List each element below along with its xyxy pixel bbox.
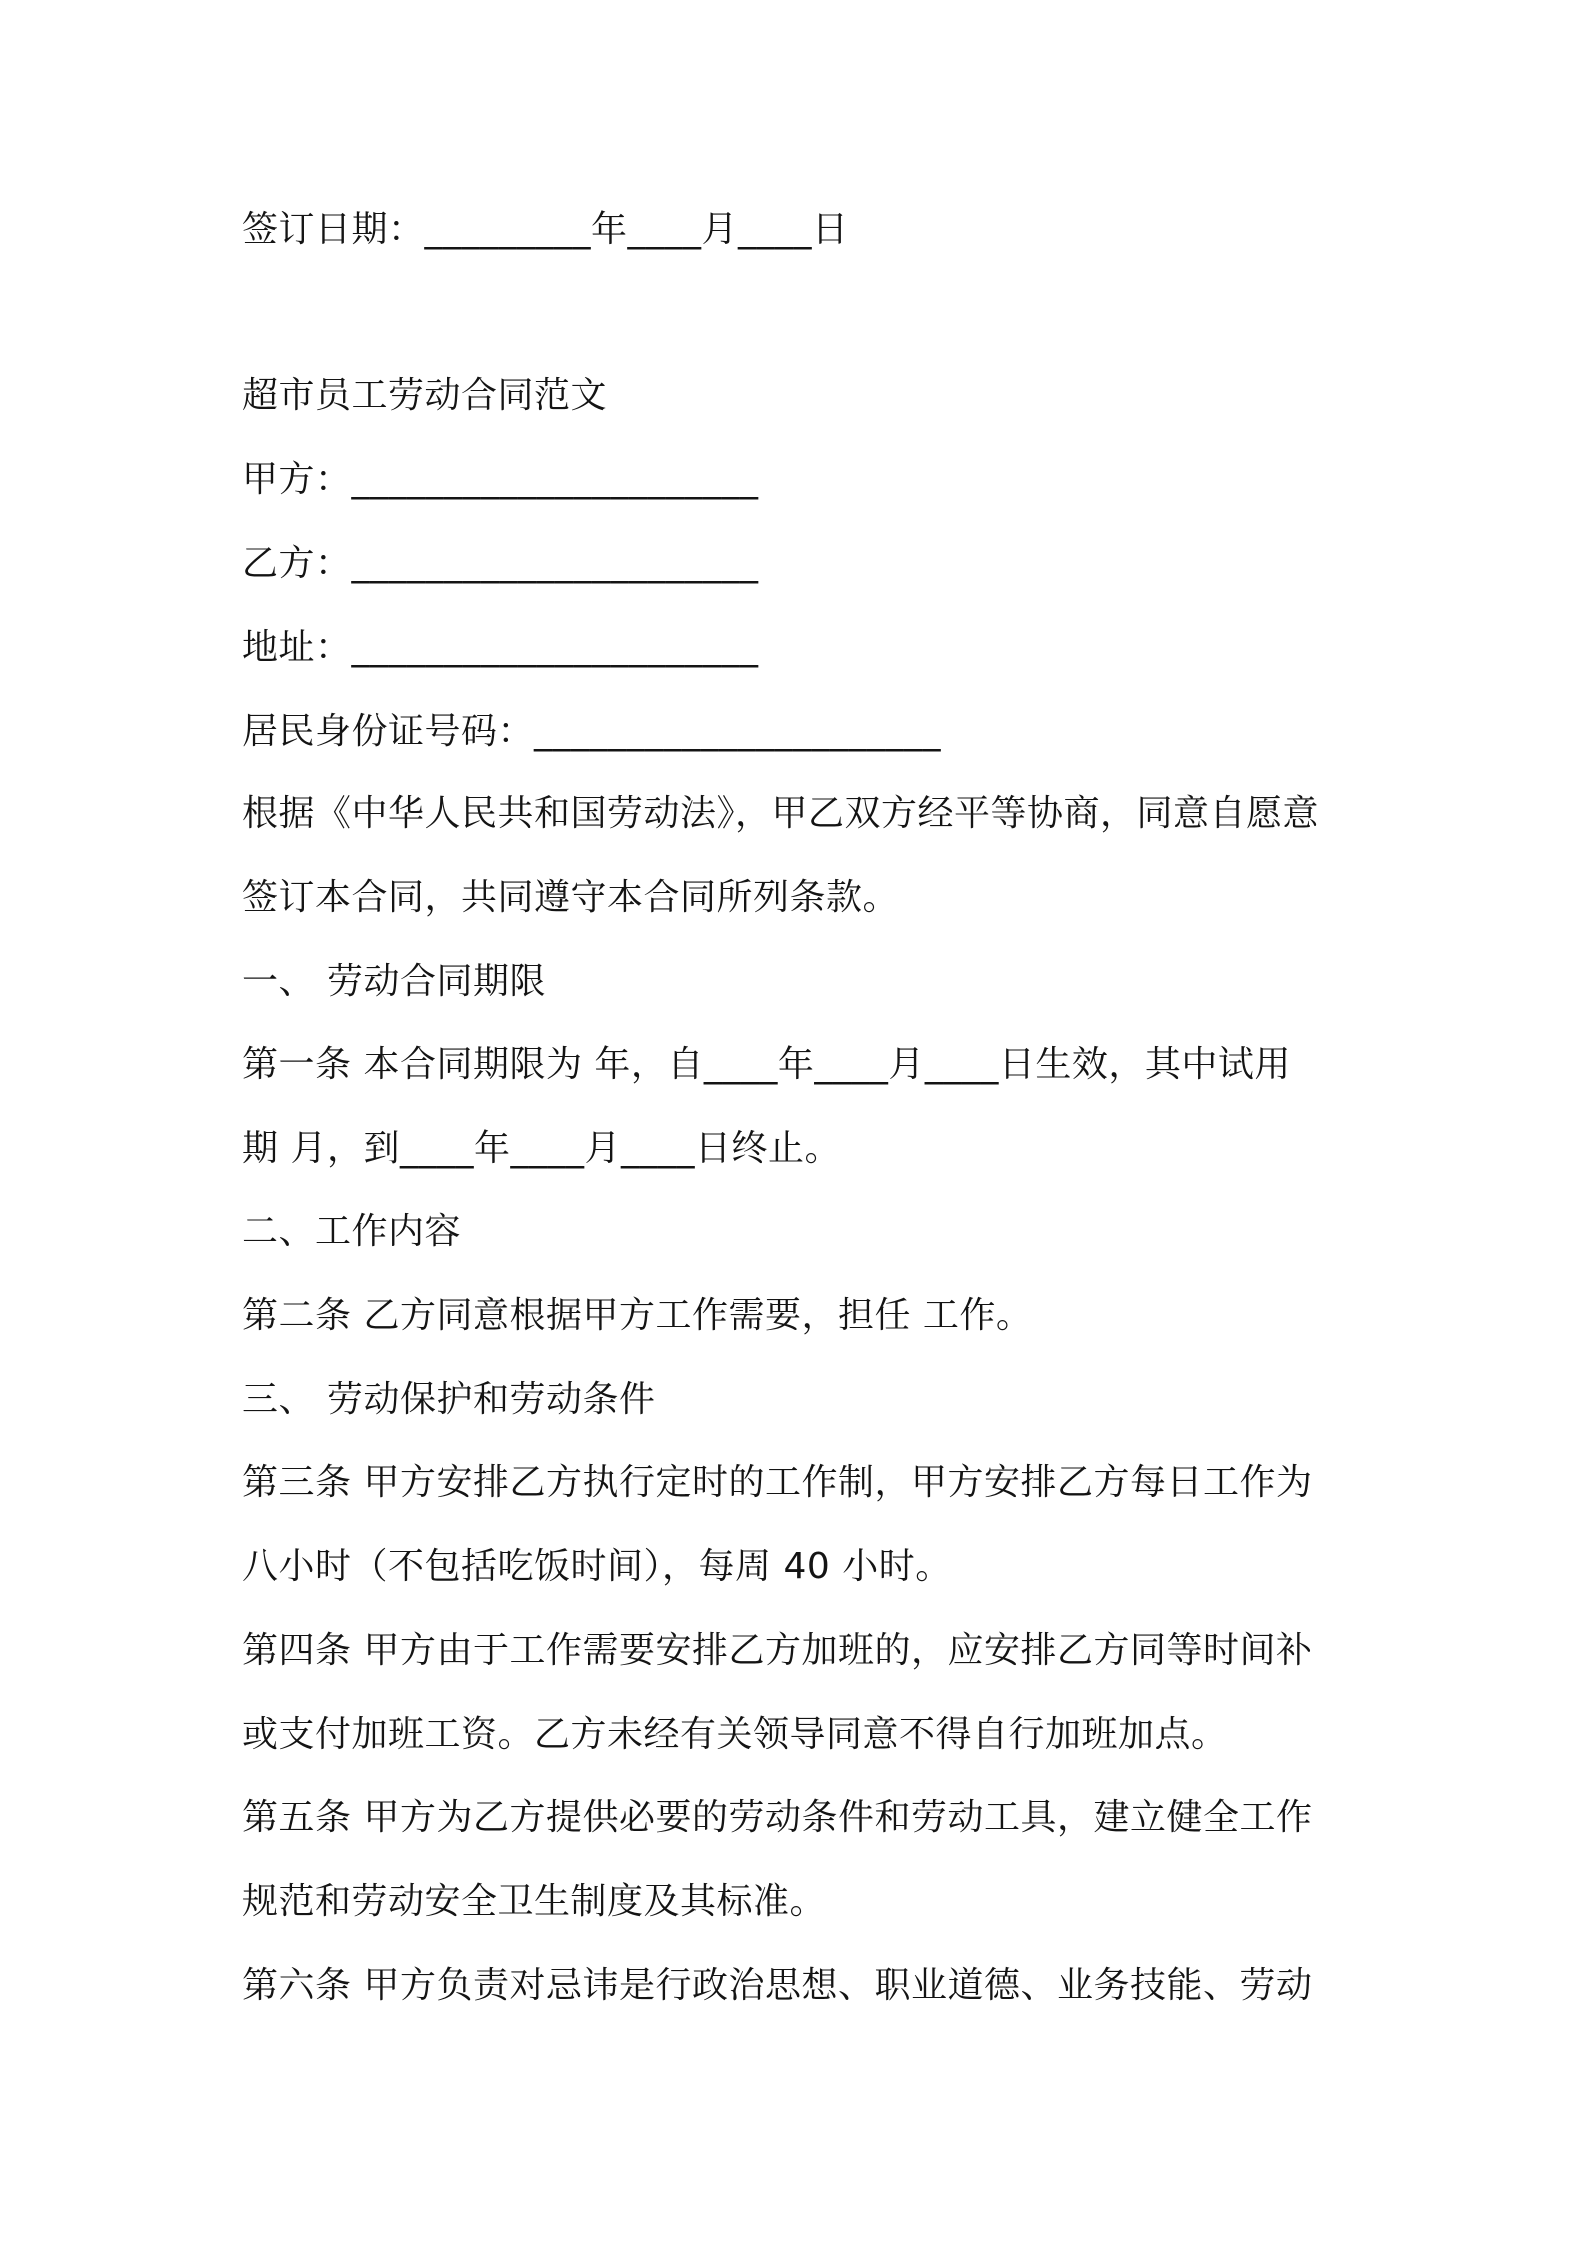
section-heading-2: 二、工作内容 [242, 1211, 462, 1252]
article-1-line-2: 期 月，到____年____月____日终止。 [242, 1128, 841, 1169]
article-4-line-1: 第四条 甲方由于工作需要安排乙方加班的，应安排乙方同等时间补 [242, 1630, 1313, 1671]
party-b-field: 乙方：______________________ [242, 543, 759, 584]
id-number-field: 居民身份证号码：______________________ [242, 711, 942, 752]
article-3-line-2: 八小时（不包括吃饭时间），每周 40 小时。 [242, 1546, 952, 1587]
address-field: 地址：______________________ [242, 627, 759, 668]
article-6-line-1: 第六条 甲方负责对忌讳是行政治思想、职业道德、业务技能、劳动 [242, 1965, 1313, 2006]
party-a-field: 甲方：______________________ [242, 459, 759, 500]
article-2-line-1: 第二条 乙方同意根据甲方工作需要，担任 工作。 [242, 1295, 1033, 1336]
section-heading-3: 三、 劳动保护和劳动条件 [242, 1379, 656, 1420]
article-5-line-1: 第五条 甲方为乙方提供必要的劳动条件和劳动工具，建立健全工作 [242, 1797, 1313, 1838]
section-heading-1: 一、 劳动合同期限 [242, 961, 546, 1002]
sign-date: 签订日期：_________年____月____日 [242, 209, 849, 250]
document-title: 超市员工劳动合同范文 [242, 375, 608, 416]
article-4-line-2: 或支付加班工资。乙方未经有关领导同意不得自行加班加点。 [242, 1714, 1228, 1755]
article-1-line-1: 第一条 本合同期限为 年，自____年____月____日生效，其中试用 [242, 1044, 1291, 1085]
article-5-line-2: 规范和劳动安全卫生制度及其标准。 [242, 1881, 827, 1922]
article-3-line-1: 第三条 甲方安排乙方执行定时的工作制，甲方安排乙方每日工作为 [242, 1462, 1313, 1503]
intro-paragraph-line-2: 签订本合同，共同遵守本合同所列条款。 [242, 877, 900, 918]
intro-paragraph-line-1: 根据《中华人民共和国劳动法》，甲乙双方经平等协商，同意自愿意 [242, 793, 1320, 834]
